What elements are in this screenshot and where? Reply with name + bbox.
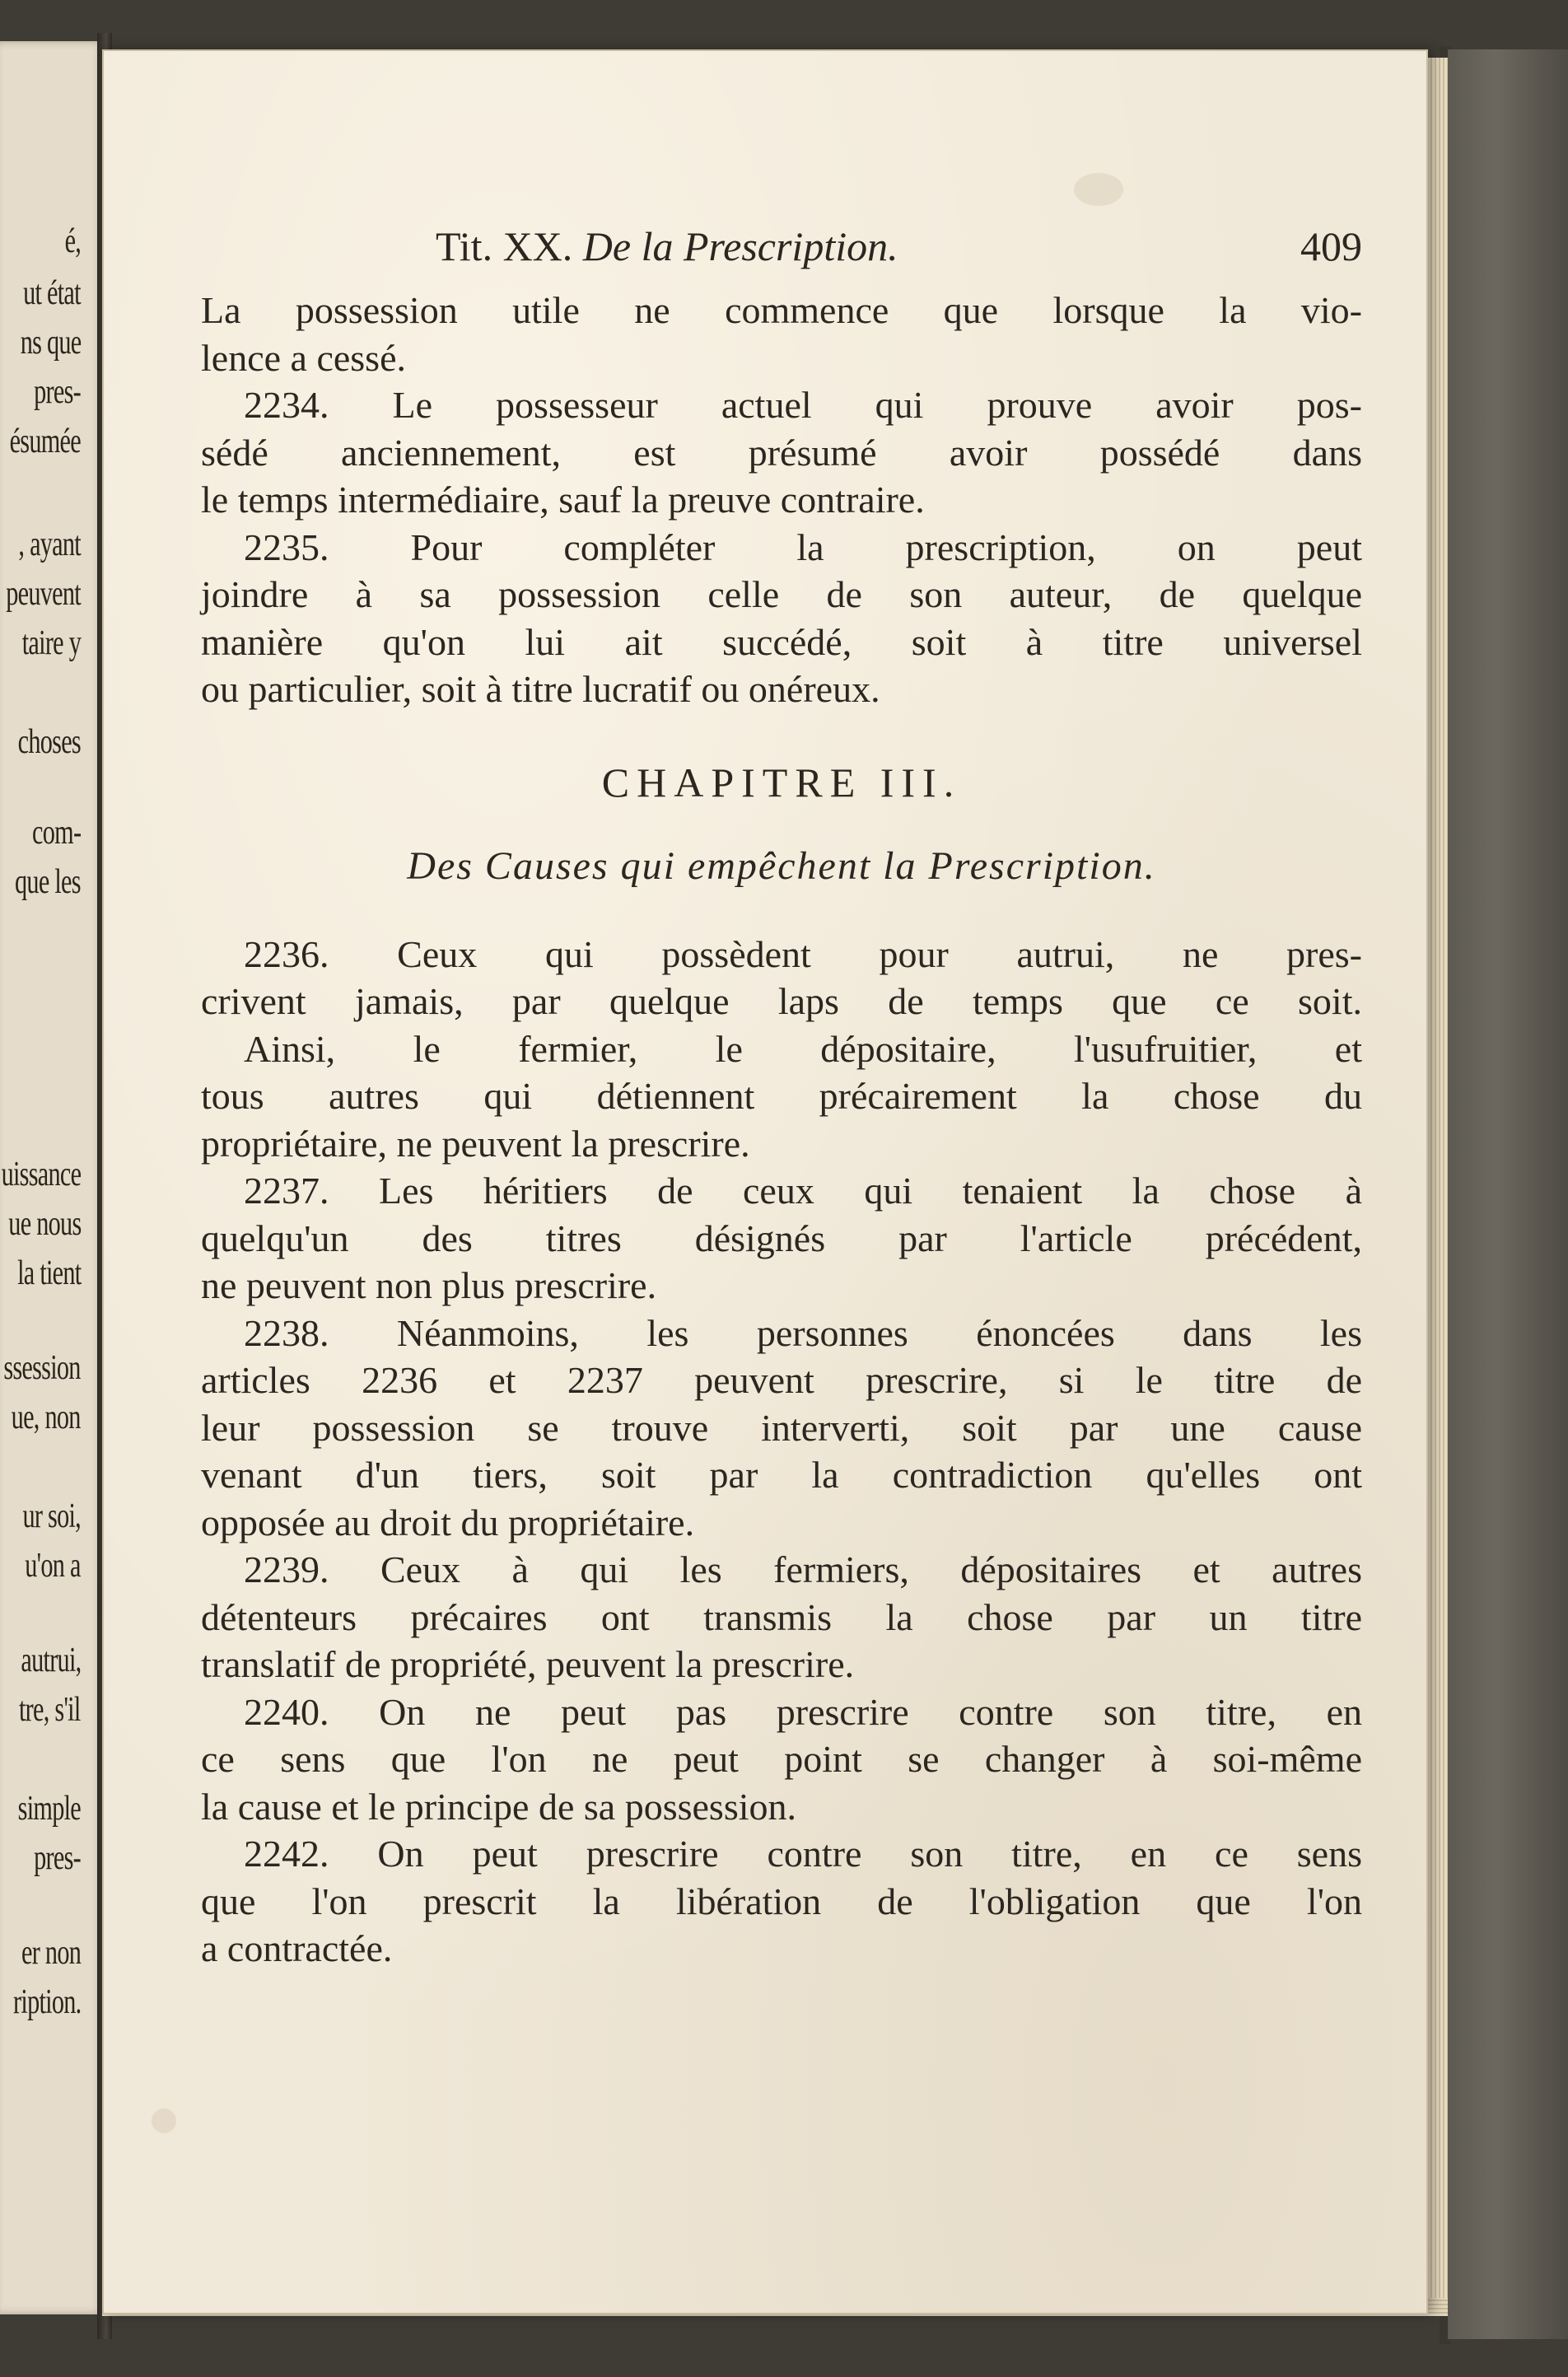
article-2235 (201, 524, 1362, 713)
prev-page-line: ns que (20, 324, 81, 362)
prev-page-line: pres- (34, 1839, 81, 1877)
paper-stain (152, 2108, 176, 2133)
page-number: 409 (1300, 223, 1362, 269)
prev-page-line: ur soi, (22, 1497, 81, 1535)
text-line: joindre à sa possession celle de son auteur, de quelque (201, 573, 1362, 615)
text-line: crivent jamais, par quelque laps de temps que ce soit. (201, 980, 1362, 1022)
cover-board (1448, 49, 1568, 2339)
article-2234 (201, 381, 1362, 524)
prev-page-line: choses (17, 723, 81, 761)
text-line: 2236. Ceux qui possèdent pour autrui, ne pres- (244, 932, 1362, 975)
article-2240 (201, 1688, 1362, 1831)
text-line: lence a cessé. (201, 336, 407, 379)
prev-page-line: peuvent (6, 575, 81, 613)
text-line: La possession utile ne commence que lorsque la vio- (201, 289, 1362, 331)
text-line: venant d'un tiers, soit par la contradiction qu'elles ont (201, 1454, 1362, 1496)
chapter-heading: CHAPITRE III. (601, 759, 962, 806)
text-line: 2234. Le possesseur actuel qui prouve avoir pos- (244, 384, 1362, 426)
text-line: ce sens que l'on ne peut point se changer à soi-même (201, 1738, 1362, 1780)
previous-page-edge (0, 41, 105, 2314)
text-line: 2242. On peut prescrire contre son titre, en ce sens (244, 1833, 1362, 1875)
prev-page-line: é, (64, 222, 81, 260)
text-line: 2235. Pour compléter la prescription, on peut (244, 525, 1362, 568)
text-line: 2237. Les héritiers de ceux qui tenaient la chose à (244, 1170, 1362, 1212)
prev-page-line: taire y (21, 624, 81, 662)
paragraph-ainsi (201, 1025, 1362, 1168)
prev-page-line: la tient (16, 1254, 81, 1292)
text-line: 2239. Ceux à qui les fermiers, dépositaires et autres (244, 1548, 1362, 1590)
prev-page-line: ut état (23, 274, 81, 312)
prev-page-line: simple (17, 1790, 81, 1828)
text-line: détenteurs précaires ont transmis la chose par un titre (201, 1595, 1362, 1638)
text-line: ne peuvent non plus prescrire. (201, 1264, 657, 1306)
article-2236 (201, 931, 1362, 1025)
prev-page-line: ription. (12, 1983, 81, 2021)
text-line: a contractée. (201, 1927, 393, 1969)
prev-page-line: ssession (3, 1349, 81, 1387)
text-line: que l'on prescrit la libération de l'obligation que l'on (201, 1880, 1362, 1922)
text-line: articles 2236 et 2237 peuvent prescrire, si le titre de (201, 1359, 1362, 1401)
text-line: Ainsi, le fermier, le dépositaire, l'usufruitier, et (244, 1027, 1362, 1070)
text-line: propriétaire, ne peuvent la prescrire. (201, 1122, 750, 1165)
prev-page-line: , ayant (18, 525, 81, 563)
article-2239 (201, 1546, 1362, 1688)
prev-page-line: ue nous (7, 1205, 81, 1243)
text-line: opposée au droit du propriétaire. (201, 1501, 695, 1543)
title-prefix: Tit. XX. (436, 223, 573, 269)
chapter-subtitle: Des Causes qui empêchent la Prescription. (407, 843, 1156, 888)
text-line: 2238. Néanmoins, les personnes énoncées dans les (244, 1311, 1362, 1354)
prev-page-line: er non (21, 1934, 81, 1972)
prev-page-line: autrui, (20, 1641, 81, 1679)
prev-page-line: uissance (1, 1156, 81, 1193)
prev-page-line: ésumée (9, 423, 81, 460)
text-line: quelqu'un des titres désignés par l'article précédent, (201, 1217, 1362, 1259)
text-line: ou particulier, soit à titre lucratif ou onéreux. (201, 668, 880, 710)
running-title (436, 222, 898, 270)
text-line: leur possession se trouve interverti, soit par une cause (201, 1406, 1362, 1449)
text-line: tous autres qui détiennent précairement la chose du (201, 1075, 1362, 1117)
prev-page-line: tre, s'il (19, 1691, 81, 1729)
paragraph-intro (201, 287, 1362, 381)
text-line: le temps intermédiaire, sauf la preuve contraire. (201, 479, 925, 521)
prev-page-line: com- (31, 814, 81, 852)
article-2242 (201, 1830, 1362, 1973)
page-block-edges (1428, 58, 1448, 2314)
article-2237 (201, 1167, 1362, 1310)
text-line: la cause et le principe de sa possession. (201, 1785, 796, 1828)
paper-stain (1074, 173, 1123, 206)
prev-page-line: ue, non (12, 1399, 81, 1436)
prev-page-line: pres- (34, 373, 81, 411)
running-head (436, 222, 1362, 287)
article-2238 (201, 1310, 1362, 1547)
main-page (102, 49, 1428, 2314)
text-line: manière qu'on lui ait succédé, soit à titre universel (201, 620, 1362, 663)
text-line: sédé anciennement, est présumé avoir possédé dans (201, 431, 1362, 474)
text-line: 2240. On ne peut pas prescrire contre son titre, en (244, 1690, 1362, 1733)
page-text (201, 222, 1362, 1973)
text-line: translatif de propriété, peuvent la prescrire. (201, 1643, 855, 1685)
prev-page-line: u'on a (25, 1547, 81, 1585)
title-text: De la Prescription. (582, 223, 898, 269)
prev-page-line: que les (15, 863, 81, 901)
